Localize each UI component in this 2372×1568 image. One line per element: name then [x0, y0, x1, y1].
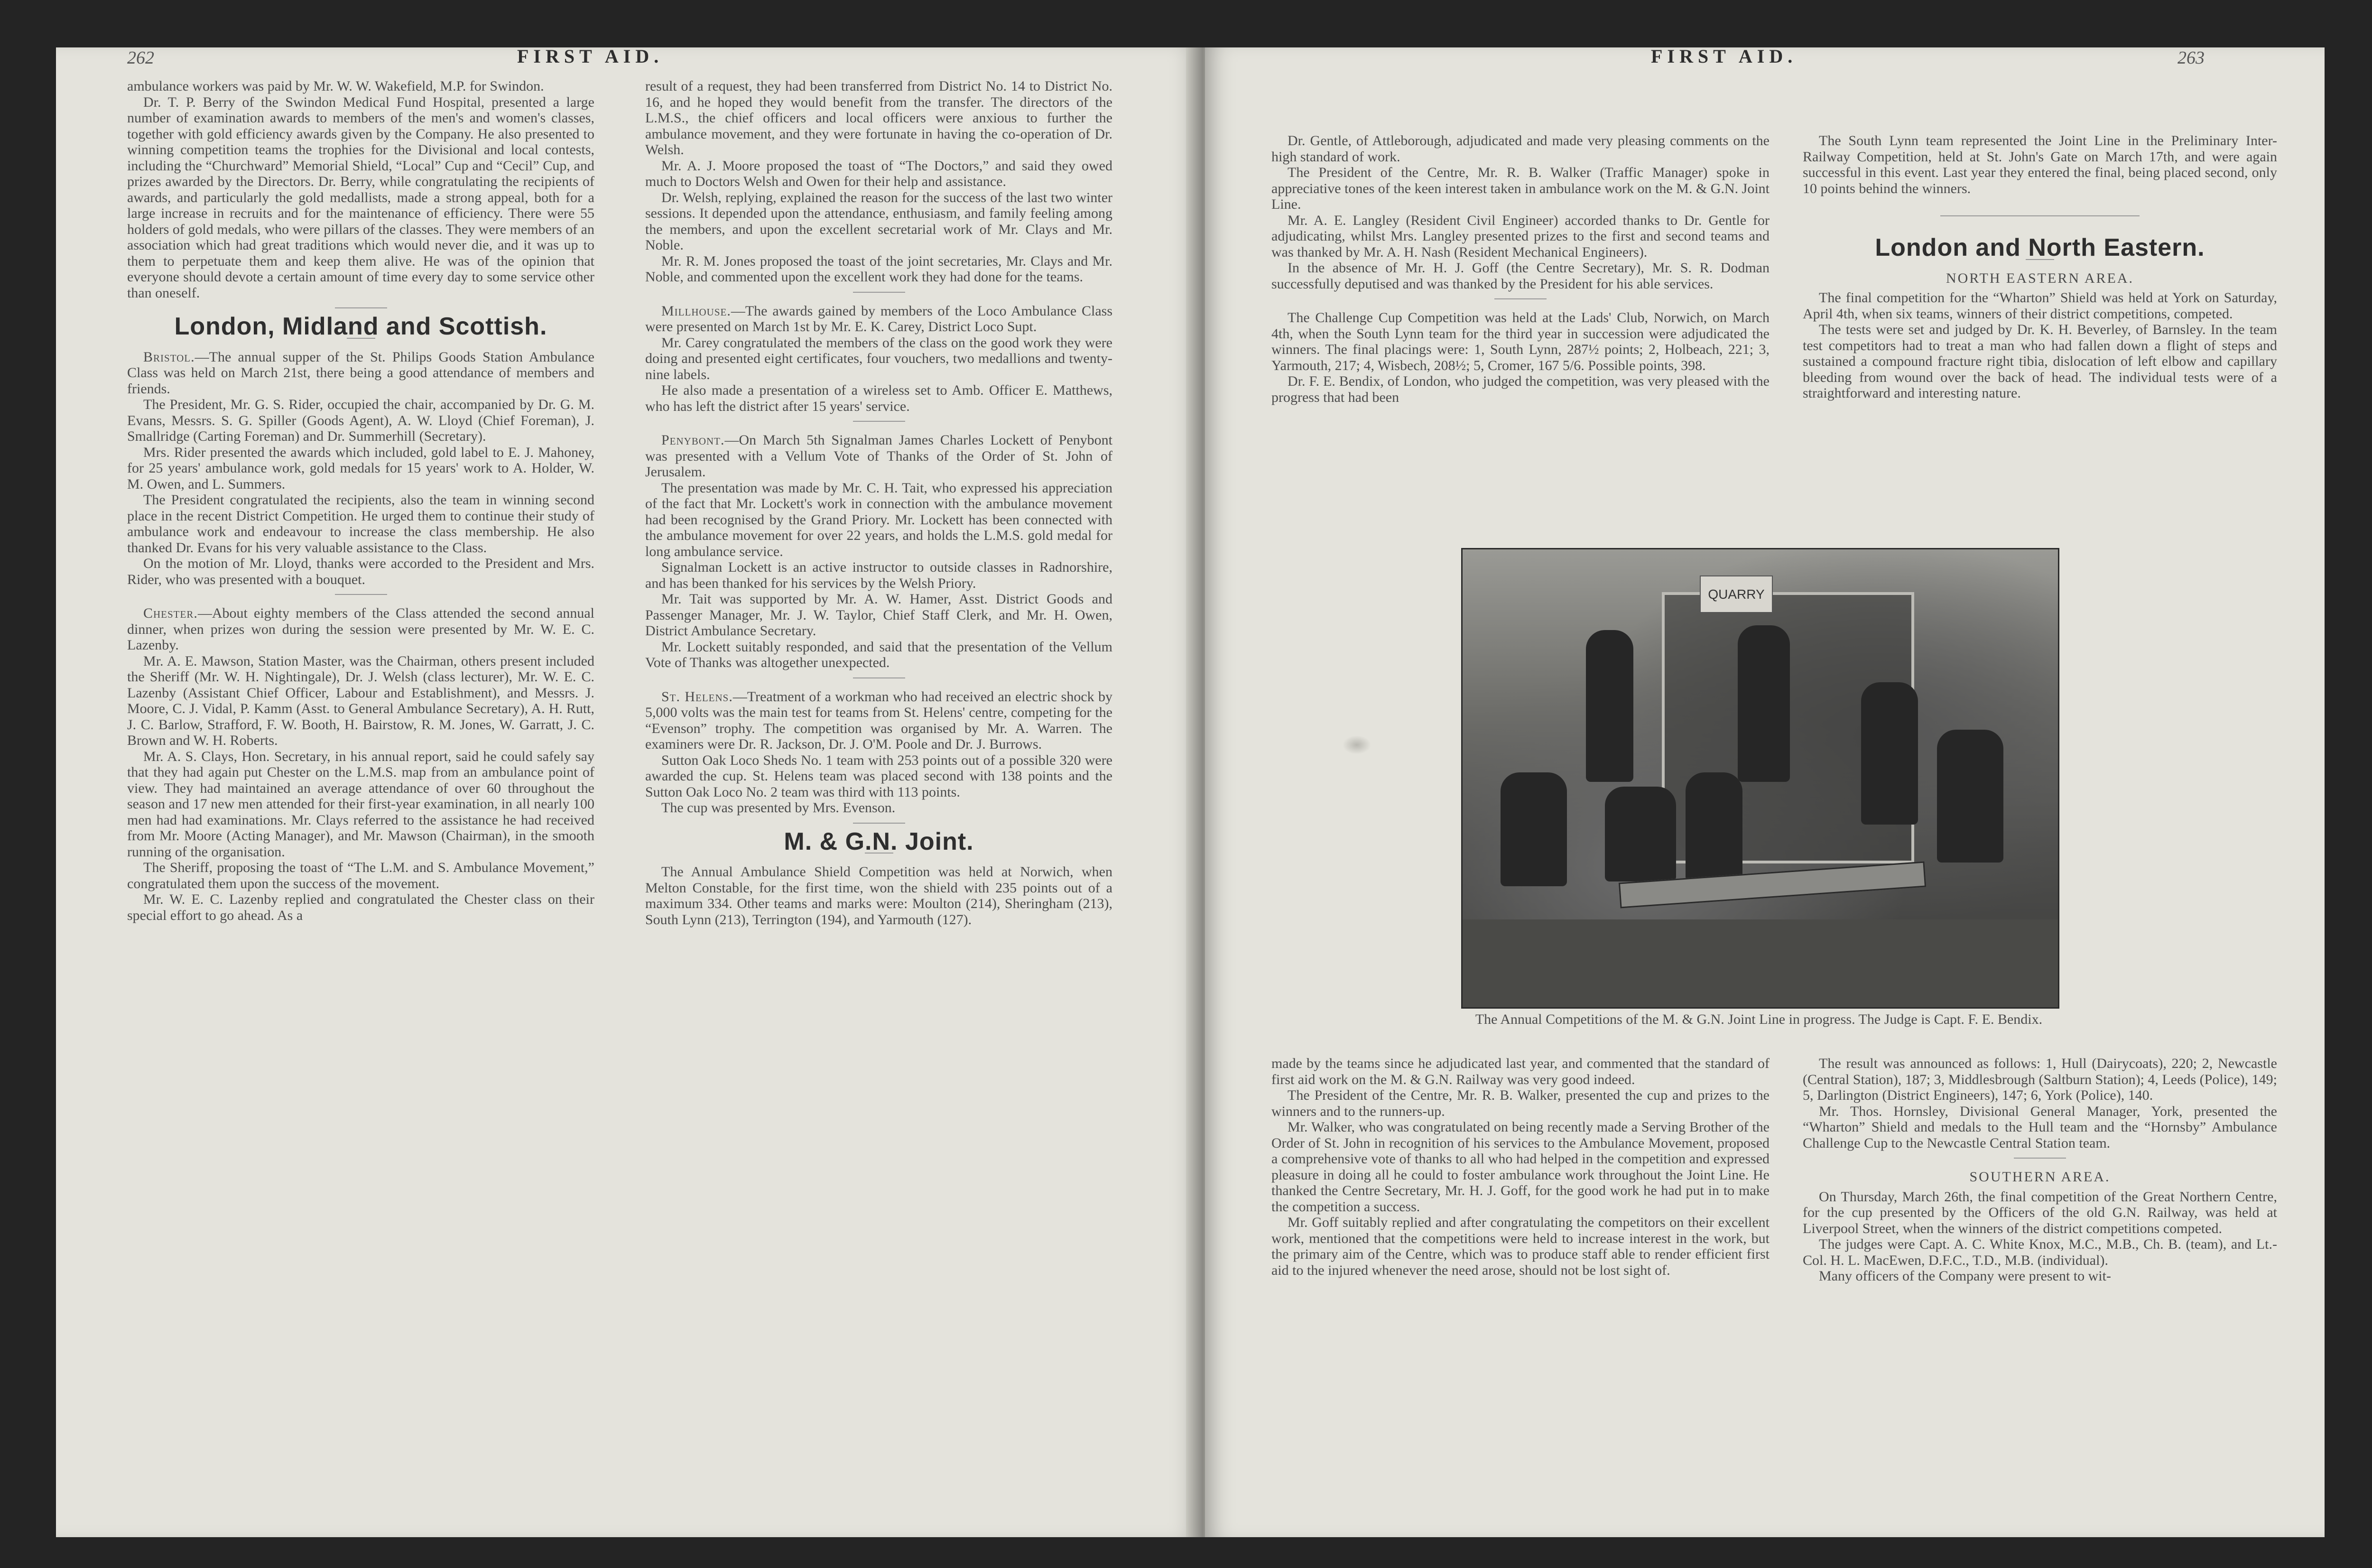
paragraph: Mr. R. M. Jones proposed the toast of the joint secretaries, Mr. Clays and Mr. Noble, and commented upon the excellent work they had done for the teams.: [645, 253, 1112, 285]
paper-mark: [1343, 735, 1371, 754]
right-column-2-top: [1803, 133, 2277, 401]
running-head-left: FIRST AID.: [517, 46, 664, 67]
paragraph: Mr. W. E. C. Lazenby replied and congratulated the Chester class on their special effort to go ahead. As a: [127, 891, 594, 923]
divider: [853, 421, 905, 422]
paragraph: The President of the Centre, Mr. R. B. Walker (Traffic Manager) spoke in appreciative tones of the keen interest taken in ambulance work on the M. & G.N. Joint Line.: [1271, 165, 1770, 212]
paragraph: Many officers of the Company were present to wit-: [1819, 1268, 2111, 1284]
section-heading-mgn: M. & G.N. Joint.: [784, 827, 974, 855]
paragraph: made by the teams since he adjudicated last year, and commented that the standard of first aid work on the M. & G.N. Railway was very good indeed.: [1271, 1056, 1770, 1087]
competition-photograph: [1461, 548, 2059, 1009]
kneeling-figure: [1686, 772, 1742, 881]
running-head-right: FIRST AID.: [1651, 46, 1798, 67]
kneeling-figure: [1605, 787, 1676, 881]
divider: [2014, 1158, 2066, 1159]
paragraph: Sutton Oak Loco Sheds No. 1 team with 253 points out of a possible 320 were awarded the cup. St. Helens team was placed second with 138 points and the Sutton Oak Loco No. 2 team was third with 113 points.: [645, 752, 1112, 800]
judge-figure: [1586, 630, 1633, 782]
paragraph: Mrs. Rider presented the awards which included, gold label to E. J. Mahoney, for 25 years' ambulance work, gold medals for 15 years' work to A. Holder, W. M. Owen, and L. Summers.: [127, 444, 594, 492]
place-heading: Penybont.: [661, 432, 725, 448]
right-column-1-bottom: [1271, 1056, 1770, 1278]
paragraph: The South Lynn team represented the Joint Line in the Preliminary Inter-Railway Competition, held at St. John's Gate on March 17th, and were again successful in this event. Last year they entered the final, being placed second, only 10 points behind the winners.: [1803, 133, 2277, 196]
section-heading-lms: London, Midland and Scottish.: [174, 313, 547, 340]
paragraph: Mr. A. S. Clays, Hon. Secretary, in his annual report, said he could safely say that they had again put Chester on the L.M.S. map from an ambulance point of view. They had maintained an average attendance of over 60 throughout the season and 17 new men attended for their first-year examination, in all nearly 100 men had had examinations. Mr. Clays referred to the assistance he had received from Mr. Moore (Acting Manager), and Mr. Mawson (Chairman), in the smooth running of the organisation.: [127, 748, 594, 860]
figure: [1861, 682, 1918, 825]
section-heading-lner: London and North Eastern.: [1875, 234, 2205, 261]
paragraph: He also made a presentation of a wireless set to Amb. Officer E. Matthews, who has left the district after 15 years' service.: [645, 382, 1112, 414]
paragraph: Dr. Welsh, replying, explained the reason for the success of the last two winter sessions. It depended upon the attendance, enthusiasm, and family feeling among the members, and upon the excellent secretarial work of Mr. Clays and Mr. Noble.: [645, 189, 1112, 253]
paragraph: result of a request, they had been transferred from District No. 14 to District No. 16, and he hoped they would benefit from the transfer. The directors of the L.M.S., the chief officers and local officers were anxious to further the ambulance movement, and they were fortunate in having the co-operation of Dr. Welsh.: [645, 78, 1112, 158]
paragraph: The presentation was made by Mr. C. H. Tait, who expressed his appreciation of the fact that Mr. Lockett's work in connection with the ambulance movement had been recognised by the Grand Priory. Mr. Lockett has been connected with the ambulance movement for over 22 years, and holds the L.M.S. gold medal for long ambulance service.: [645, 480, 1112, 559]
paragraph: The result was announced as follows: 1, Hull (Dairycoats), 220; 2, Newcastle (Central Station), 187; 3, Middlesbrough (Saltburn Station); 4, Leeds (Police), 149; 5, Darlington (District Engineers), 147; 6, York (Police), 140.: [1803, 1056, 2277, 1103]
paragraph: Signalman Lockett is an active instructor to outside classes in Radnorshire, and has been thanked for his services by the Welsh Priory.: [645, 559, 1112, 591]
paragraph: On the motion of Mr. Lloyd, thanks were accorded to the President and Mrs. Rider, who was presented with a bouquet.: [127, 556, 594, 587]
paragraph: Mr. Carey congratulated the members of the class on the good work they were doing and presented eight certificates, four vouchers, two medallions and twenty-nine labels.: [645, 334, 1112, 382]
kneeling-figure: [1501, 772, 1567, 886]
paragraph: The Sheriff, proposing the toast of “The L.M. and S. Ambulance Movement,” congratulated them upon the success of the movement.: [127, 860, 594, 891]
paragraph: The Annual Ambulance Shield Competition was held at Norwich, when Melton Constable, for the first time, won the shield with 235 points out of a maximum 334. Other teams and marks were: Moulton (214), Sheringham (213), South Lynn (213), Terrington (194), and Yarmouth (127).: [645, 864, 1112, 928]
divider: [1940, 215, 2140, 216]
paragraph: Mr. Thos. Hornsley, Divisional General Manager, York, presented the “Wharton” Shield and medals to the Hull team and the “Hornsby” Ambulance Challenge Cup to the Newcastle Central Station team.: [1803, 1103, 2277, 1151]
paragraph: —On March 5th Signalman James Charles Lockett of Penybont was presented with a Vellum Vote of Thanks of the Order of St. John of Jerusalem.: [645, 432, 1112, 480]
paragraph: Mr. A. E. Mawson, Station Master, was the Chairman, others present included the Sheriff (Mr. W. H. Nightingale), Dr. J. Welsh (class lecturer), Mr. W. E. C. Lazenby (Assistant Chief Officer, Labour and Establishment), and Messrs. J. Moore, C. J. Vidal, P. Kamm (Asst. to General Ambulance Secretary), A. H. Rutt, J. C. Barlow, Strafford, F. W. Booth, H. Bairstow, R. M. Jones, W. Garratt, J. C. Brown and W. H. Roberts.: [127, 653, 594, 748]
paragraph: —The annual supper of the St. Philips Goods Station Ambulance Class was held on March 21st, there being a good attendance of members and friends.: [127, 349, 594, 397]
figure: [1937, 730, 2003, 863]
paragraph: Dr. T. P. Berry of the Swindon Medical Fund Hospital, presented a large number of examination awards to members of the men's and women's classes, together with gold efficiency awards given by the Company. He also presented to winning competition teams the trophies for the Divisional and local contests, including the “Churchward” Memorial Shield, “Local” Cup and “Cecil” Cup, and prizes awarded by the Directors. Dr. Berry, while congratulating the recipients of awards, and particularly the gold medallists, made a strong appeal, both for a large increase in recruits and for the maintenance of efficiency. There were 55 holders of gold medals, who were pillars of the classes. They were members of an association which had great traditions which would never die, and it was up to them to perpetuate them and keep them alive. He was of the opinion that everyone should devote a certain amount of time every day to some service other than oneself.: [127, 94, 594, 301]
paragraph: Mr. Goff suitably replied and after congratulating the competitors on their excellent work, mentioned that the competitions were held to increase interest in the work, but the primary aim of the Centre, which was to produce staff able to render efficient first aid to the injured whenever the need arose, should not be lost sight of.: [1271, 1215, 1770, 1278]
paragraph: The judges were Capt. A. C. White Knox, M.C., M.B., Ch. B. (team), and Lt.-Col. H. L. MacEwen, D.F.C., T.D., M.B. (individual).: [1803, 1236, 2277, 1268]
left-column-1: [127, 78, 594, 923]
place-heading: Chester.: [143, 605, 198, 621]
divider: [853, 823, 905, 824]
page-number-left: 262: [127, 48, 154, 68]
paragraph: On Thursday, March 26th, the final competition of the Great Northern Centre, for the cup presented by the Officers of the old G.N. Railway, was held at Liverpool Street, when the winners of the district competitions competed.: [1803, 1188, 2277, 1236]
paragraph: The Challenge Cup Competition was held at the Lads' Club, Norwich, on March 4th, when the South Lynn team for the third year in succession were adjudicated the winners. The final placings were: 1, South Lynn, 287½ points; 2, Holbeach, 221; 3, Yarmouth, 217; 4, Wisbech, 208½; 5, Cromer, 167 5/6. Possible points, 398.: [1271, 310, 1770, 373]
paragraph: The President congratulated the recipients, also the team in winning second place in the recent District Competition. He urged them to continue their study of ambulance work and endeavour to increase the class membership. He also thanked Dr. Evans for his very valuable assistance to the Class.: [127, 492, 594, 556]
photo-caption: The Annual Competitions of the M. & G.N. Joint Line in progress. The Judge is Capt. F. E. Bendix.: [1475, 1011, 2043, 1027]
paragraph: Mr. Tait was supported by Mr. A. W. Hamer, Asst. District Goods and Passenger Manager, Mr. J. W. Taylor, Chief Staff Clerk, and Mr. H. Owen, District Ambulance Secretary.: [645, 591, 1112, 639]
paragraph: In the absence of Mr. H. J. Goff (the Centre Secretary), Mr. S. R. Dodman successfully deputised and was thanked by the President for his able services.: [1271, 260, 1770, 292]
divider: [853, 677, 905, 678]
paragraph: The President of the Centre, Mr. R. B. Walker, presented the cup and prizes to the winners and to the runners-up.: [1271, 1087, 1770, 1119]
paragraph: The cup was presented by Mrs. Evenson.: [661, 800, 896, 816]
left-column-2: [645, 78, 1112, 928]
quarry-sign: QUARRY: [1700, 575, 1773, 613]
intro-paragraphs: [127, 78, 594, 301]
ground: [1463, 919, 2058, 1007]
southern-area-heading: SOUTHERN AREA.: [1969, 1169, 2111, 1185]
place-heading: Bristol.: [143, 349, 195, 365]
standing-figure: [1738, 625, 1790, 782]
paragraph: Dr. Gentle, of Attleborough, adjudicated and made very pleasing comments on the high standard of work.: [1271, 133, 1770, 165]
paragraph: Mr. A. J. Moore proposed the toast of “The Doctors,” and said they owed much to Doctors Welsh and Owen for their help and assistance.: [645, 158, 1112, 189]
paragraph: The tests were set and judged by Dr. K. H. Beverley, of Barnsley. In the team test competitors had to treat a man who had fallen down a flight of steps and sustained a compound fracture right tibia, dislocation of left elbow and capillary bleeding from wound over the back of head. The individual tests were of a straightforward and interesting nature.: [1803, 322, 2277, 401]
paragraph: The final competition for the “Wharton” Shield was held at York on Saturday, April 4th, when six teams, winners of their district competitions, competed.: [1803, 290, 2277, 322]
page-number-right: 263: [2177, 48, 2205, 68]
right-column-1-top: [1271, 133, 1770, 405]
divider: [335, 307, 387, 308]
paragraph: —About eighty members of the Class attended the second annual dinner, when prizes won during the session were presented by Mr. W. E. C. Lazenby.: [127, 605, 594, 653]
paragraph: Dr. F. E. Bendix, of London, who judged the competition, was very pleased with the progress that had been: [1271, 373, 1770, 405]
paragraph: —Treatment of a workman who had received an electric shock by 5,000 volts was the main test for teams from St. Helens' centre, competing for the “Evenson” trophy. The competition was organised by Mr. A. Warren. The examiners were Dr. R. Jackson, Dr. J. O'M. Poole and Dr. J. Burrows.: [645, 688, 1112, 752]
north-eastern-area-heading: NORTH EASTERN AREA.: [1946, 270, 2134, 286]
place-heading: Millhouse.: [661, 303, 731, 319]
divider: [853, 292, 905, 293]
right-column-2-bottom: [1803, 1056, 2277, 1284]
paragraph: Mr. Walker, who was congratulated on being recently made a Serving Brother of the Order of St. John in recognition of his services to the Ambulance Movement, proposed a comprehensive vote of thanks to all who had helped in the competition and expressed pleasure in doing all he could to foster ambulance work throughout the Joint Line. He thanked the Centre Secretary, Mr. H. J. Goff, for the good work he had put in to make the competition a success.: [1271, 1119, 1770, 1215]
divider: [335, 594, 387, 595]
paragraph: ambulance workers was paid by Mr. W. W. Wakefield, M.P. for Swindon.: [127, 78, 544, 94]
paragraph: —The awards gained by members of the Loco Ambulance Class were presented on March 1st by Mr. E. K. Carey, District Loco Supt.: [645, 303, 1112, 334]
paragraph: Mr. A. E. Langley (Resident Civil Engineer) accorded thanks to Dr. Gentle for adjudicating, whilst Mrs. Langley presented prizes to the first and second teams and was thanked by Mr. A. H. Nash (Resident Mechanical Engineers).: [1271, 212, 1770, 260]
place-heading: St. Helens.: [661, 688, 733, 705]
paragraph: Mr. Lockett suitably responded, and said that the presentation of the Vellum Vote of Thanks was altogether unexpected.: [645, 639, 1112, 670]
paragraph: The President, Mr. G. S. Rider, occupied the chair, accompanied by Dr. G. M. Evans, Messrs. S. G. Spiller (Goods Agent), A. W. Lloyd (Chief Foreman), J. Smallridge (Carting Foreman) and Dr. Summerhill (Secretary).: [127, 397, 594, 444]
divider: [1494, 298, 1547, 299]
